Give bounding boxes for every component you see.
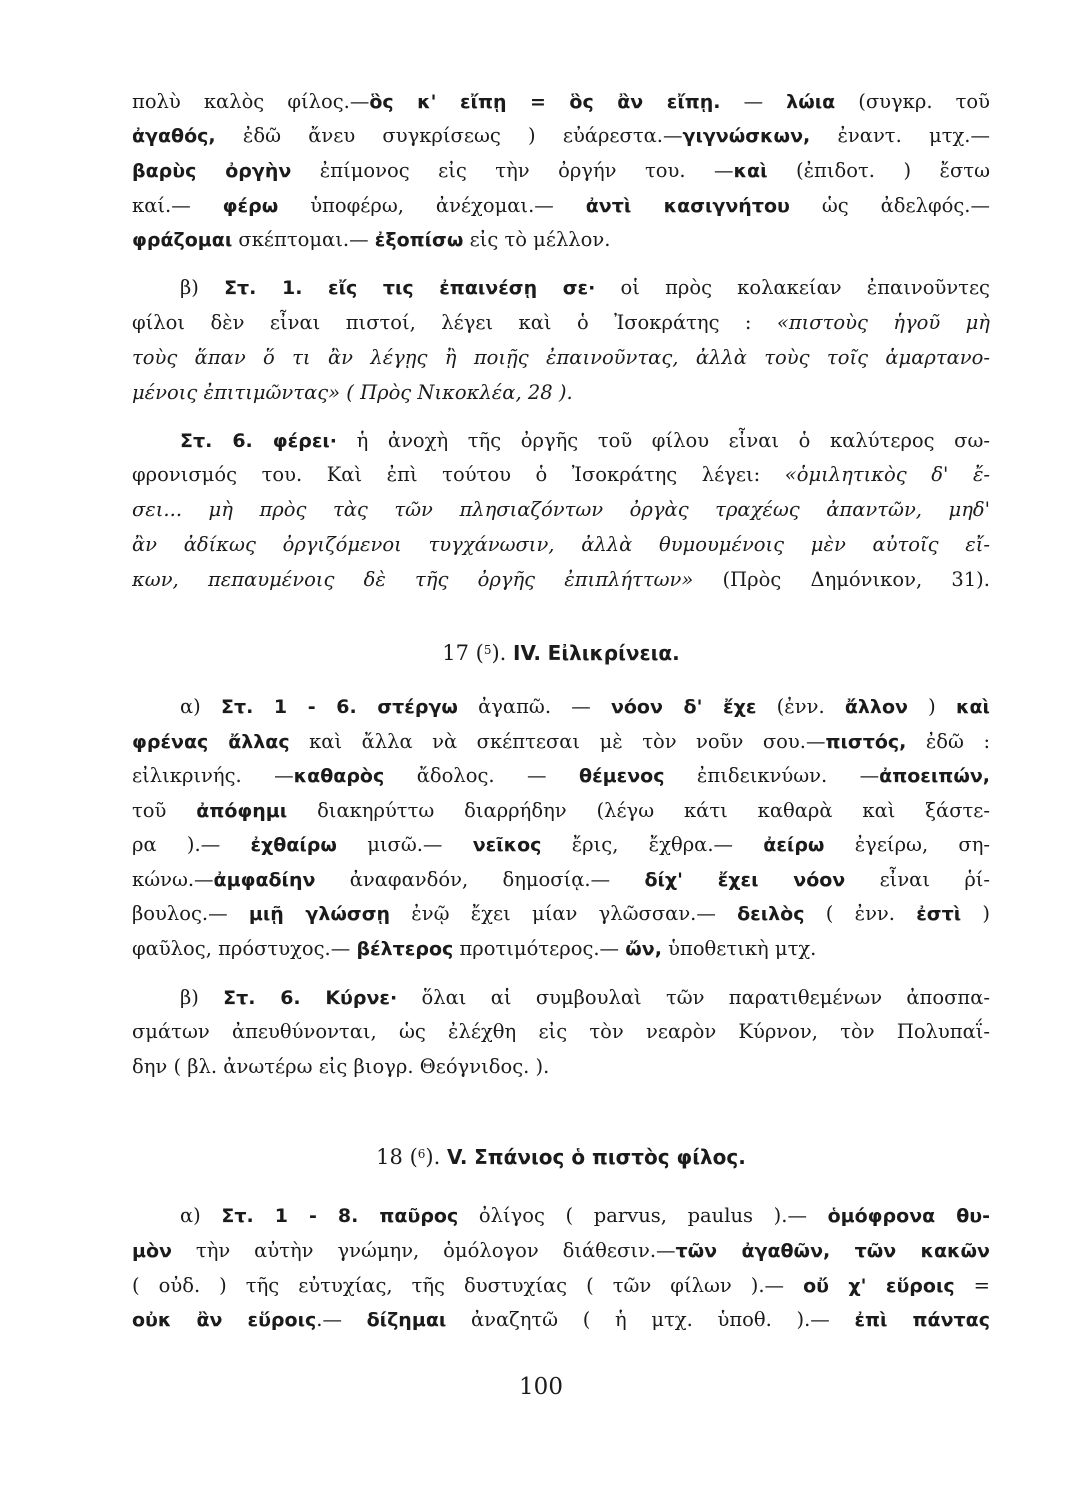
text-line (132, 87, 990, 119)
text-line (132, 121, 990, 153)
bold-term: τῶν ἀγαθῶν, τῶν κακῶν (675, 1240, 990, 1262)
bold-term: ἀείρω (763, 834, 825, 856)
bold-term: λώια (786, 91, 836, 113)
text-line (132, 530, 990, 562)
text-line (132, 1236, 990, 1268)
text-segment: καί.— (132, 194, 223, 217)
bold-term: ἄλλον (844, 696, 908, 718)
text-segment: = (954, 1274, 990, 1297)
bold-term: βέλτερος (356, 938, 454, 960)
text-segment: ἐπιδεικνύων. — (664, 764, 880, 787)
quote-text: σει... μὴ πρὸς τὰς τῶν πλησιαζόντων ὀργὰς τραχέως ἀπαντῶν, μηδ' (132, 498, 990, 521)
text-line (180, 983, 990, 1015)
text-line (132, 495, 990, 527)
quote-text: «ὁμιλητικὸς δ' ἔ- (784, 463, 990, 486)
text-line (180, 1201, 990, 1233)
text-segment: α) (180, 1204, 222, 1227)
bold-term: ὁμόφρονα θυ- (827, 1205, 990, 1227)
bold-term: θέμενος (579, 765, 665, 787)
text-line (132, 225, 990, 257)
text-segment: ἐνῷ ἔχει μίαν γλῶσσαν.— (390, 902, 738, 925)
bold-term: γιγνώσκων, (682, 125, 811, 147)
bold-term: ἀμφαδίην (213, 869, 316, 891)
text-line (132, 1305, 990, 1337)
text-line (132, 308, 990, 340)
text-segment: ἄδολος. — (384, 764, 580, 787)
text-segment: ἀναφανδόν, δημοσίᾳ.— (315, 868, 645, 891)
text-line (132, 378, 990, 410)
text-segment: ὀλίγος ( parvus, paulus ).— (458, 1204, 828, 1227)
text-segment: ὡς ἀδελφός.— (789, 194, 990, 217)
bold-term: φέρω (222, 195, 279, 217)
bold-term: Στ. 1. εἴς τις ἐπαινέσῃ σε· (224, 277, 596, 299)
text-segment: φρονισμός του. Καὶ ἐπὶ τούτου ὁ Ἰσοκράτης λέγει: (132, 463, 785, 486)
text-segment: (ἐνν. (756, 695, 845, 718)
bold-term: ἐστὶ (916, 903, 962, 925)
text-segment: — (720, 90, 787, 113)
bold-term: οὐκ ἂν εὕροις (132, 1309, 317, 1331)
text-line (132, 1017, 990, 1049)
text-segment: φαῦλος, πρόστυχος.— (132, 937, 357, 960)
text-line (132, 343, 990, 375)
bold-term: βαρὺς ὀργὴν (132, 160, 292, 182)
text-line (132, 761, 990, 793)
quote-text: τοὺς ἅπαν ὅ τι ἂν λέγῃς ἢ ποιῇς ἐπαινοῦντας, ἀλλὰ τοὺς τοῖς ἁμαρτανο- (132, 346, 990, 369)
text-segment: ἐπίμονος εἰς τὴν ὀργήν του. — (291, 159, 734, 182)
bold-term: δίζημαι (366, 1309, 447, 1331)
bold-term: ἀγαθός, (132, 125, 216, 147)
quote-text: κων, πεπαυμένοις δὲ τῆς ὀργῆς ἐπιπλήττων» (132, 568, 694, 591)
section-heading-17: 17 ($^5$). IV. Εἰλικρίνεια. (442, 641, 680, 665)
text-segment: ἀγαπῶ. — (457, 695, 611, 718)
bold-term: ἀντὶ κασιγνήτου (585, 195, 790, 217)
text-segment: ἐγείρω, ση- (824, 833, 990, 856)
text-segment: ( οὐδ. ) τῆς εὐτυχίας, τῆς δυστυχίας ( τῶν φίλων ).— (132, 1274, 804, 1297)
text-segment: σμάτων ἀπευθύνονται, ὡς ἐλέχθη εἰς τὸν νεαρὸν Κύρνον, τὸν Πολυπαΐ- (132, 1020, 990, 1043)
bold-term: ὃς κ' εἴπῃ = ὃς ἂν εἴπῃ. (369, 91, 721, 113)
text-segment: ἐναντ. μτχ.— (810, 124, 990, 147)
bold-term: καθαρὸς (293, 765, 385, 787)
bold-term: δειλὸς (737, 903, 805, 925)
section-title: Σπάνιος ὁ πιστὸς φίλος. (474, 1145, 746, 1169)
text-segment: ὑποθετικὴ μτχ. (661, 937, 817, 960)
text-segment: (συγκρ. τοῦ (835, 90, 990, 113)
text-line (132, 727, 990, 759)
section-roman: V. (446, 1145, 468, 1169)
bold-term: καὶ (956, 696, 990, 718)
text-segment: τὴν αὐτὴν γνώμην, ὁμόλογον διάθεσιν.— (171, 1239, 676, 1262)
bold-term: ὤν, (625, 938, 662, 960)
bold-term: ἐχθαίρω (250, 834, 337, 856)
text-segment: βουλος.— (132, 902, 249, 925)
bold-term: Στ. 1 - 6. στέργω (220, 696, 458, 718)
text-line (132, 156, 990, 188)
text-line (132, 565, 990, 597)
text-segment: εἶναι ῥί- (845, 868, 990, 891)
section-roman: IV. (513, 641, 541, 665)
bold-term: δίχ' ἔχει νόον (644, 869, 846, 891)
text-line (132, 191, 990, 223)
text-line (132, 796, 990, 828)
bold-term: Στ. 1 - 8. παῦρος (221, 1205, 459, 1227)
text-segment: α) (180, 695, 221, 718)
bold-term: ἀποειπών, (879, 765, 990, 787)
bold-term: μιῇ γλώσσῃ (248, 903, 391, 925)
section-title: Εἰλικρίνεια. (547, 641, 680, 665)
text-segment: ) (907, 695, 956, 718)
text-line (132, 899, 990, 931)
text-segment: φίλοι δὲν εἶναι πιστοί, λέγει καὶ ὁ Ἰσοκράτης : (132, 311, 777, 334)
text-segment: σκέπτομαι.— (232, 228, 375, 251)
text-segment: ἡ ἀνοχὴ τῆς ὀργῆς τοῦ φίλου εἶναι ὁ καλύτερος σω- (337, 429, 990, 452)
bold-term: φρένας ἄλλας (132, 731, 290, 753)
text-segment: β) (180, 986, 224, 1009)
text-segment: εἰλικρινής. — (132, 764, 294, 787)
bold-term: Στ. 6. φέρει· (180, 430, 338, 452)
text-segment: καὶ ἄλλα νὰ σκέπτεσαι μὲ τὸν νοῦν σου.— (289, 730, 826, 753)
bold-term: Στ. 6. Κύρνε· (223, 987, 398, 1009)
text-segment: .— (316, 1308, 367, 1331)
text-segment: ἔρις, ἔχθρα.— (541, 833, 764, 856)
text-segment: μισῶ.— (336, 833, 473, 856)
text-segment: προτιμότερος.— (453, 937, 626, 960)
text-line (132, 1271, 990, 1303)
text-segment: (Πρὸς Δημόνικον, 31). (693, 568, 990, 591)
text-segment: ὑποφέρω, ἀνέχομαι.— (278, 194, 586, 217)
text-segment: β) (180, 276, 225, 299)
bold-term: ἀπόφημι (196, 800, 288, 822)
bold-term: μὸν (132, 1240, 172, 1262)
section-ref: 5 (483, 643, 492, 657)
section-number: 18 (376, 1145, 403, 1169)
text-line (132, 1052, 990, 1084)
text-line (132, 830, 990, 862)
bold-term: νόον δ' ἔχε (610, 696, 757, 718)
section-heading-18: 18 ($^6$). V. Σπάνιος ὁ πιστὸς φίλος. (376, 1145, 746, 1169)
text-segment: εἰς τὸ μέλλον. (463, 228, 611, 251)
text-segment: ) (961, 902, 990, 925)
text-segment: τοῦ (132, 799, 197, 822)
text-segment: ἀναζητῶ ( ἡ μτχ. ὑποθ. ).— (446, 1308, 855, 1331)
bold-term: φράζομαι (132, 229, 233, 251)
text-segment: δην ( βλ. ἀνωτέρω εἰς βιογρ. Θεόγνιδος. ). (132, 1055, 550, 1078)
text-line (180, 273, 990, 305)
text-segment: (ἐπιδοτ. ) ἔστω (767, 159, 990, 182)
bold-term: πιστός, (825, 731, 907, 753)
section-ref: 6 (417, 1147, 426, 1161)
section-number: 17 (442, 641, 469, 665)
text-segment: ἐδῶ ἄνευ συγκρίσεως ) εὐάρεστα.— (215, 124, 683, 147)
bold-term: ἐξοπίσω (374, 229, 464, 251)
bold-term: ἐπὶ πάντας (854, 1309, 990, 1331)
page-number: 100 (519, 1374, 563, 1400)
text-line (132, 460, 990, 492)
bold-term: νεῖκος (472, 834, 542, 856)
bold-term: οὔ χ' εὕροις (803, 1275, 955, 1297)
text-segment: οἱ πρὸς κολακείαν ἐπαινοῦντες (595, 276, 990, 299)
text-segment: πολὺ καλὸς φίλος.— (132, 90, 370, 113)
bold-term: καὶ (733, 160, 768, 182)
text-segment: ἐδῶ : (906, 730, 990, 753)
quote-text: «πιστοὺς ἡγοῦ μὴ (776, 311, 990, 334)
quote-text: μένοις ἐπιτιμῶντας» ( Πρὸς Νικοκλέα, 28 ). (132, 381, 573, 404)
text-segment: διακηρύττω διαρρήδην (λέγω κάτι καθαρὰ καὶ ξάστε- (287, 799, 990, 822)
text-segment: ὅλαι αἱ συμβουλαὶ τῶν παρατιθεμένων ἀποσπα- (397, 986, 990, 1009)
text-line (180, 426, 990, 458)
text-line (180, 692, 990, 724)
text-segment: κώνω.— (132, 868, 214, 891)
text-line (132, 934, 990, 966)
text-line (132, 865, 990, 897)
quote-text: ἂν ἀδίκως ὀργιζόμενοι τυγχάνωσιν, ἀλλὰ θυμουμένοις μὲν αὐτοῖς εἴ- (132, 533, 990, 556)
text-segment: ρα ).— (132, 833, 251, 856)
text-segment: ( ἐνν. (804, 902, 917, 925)
